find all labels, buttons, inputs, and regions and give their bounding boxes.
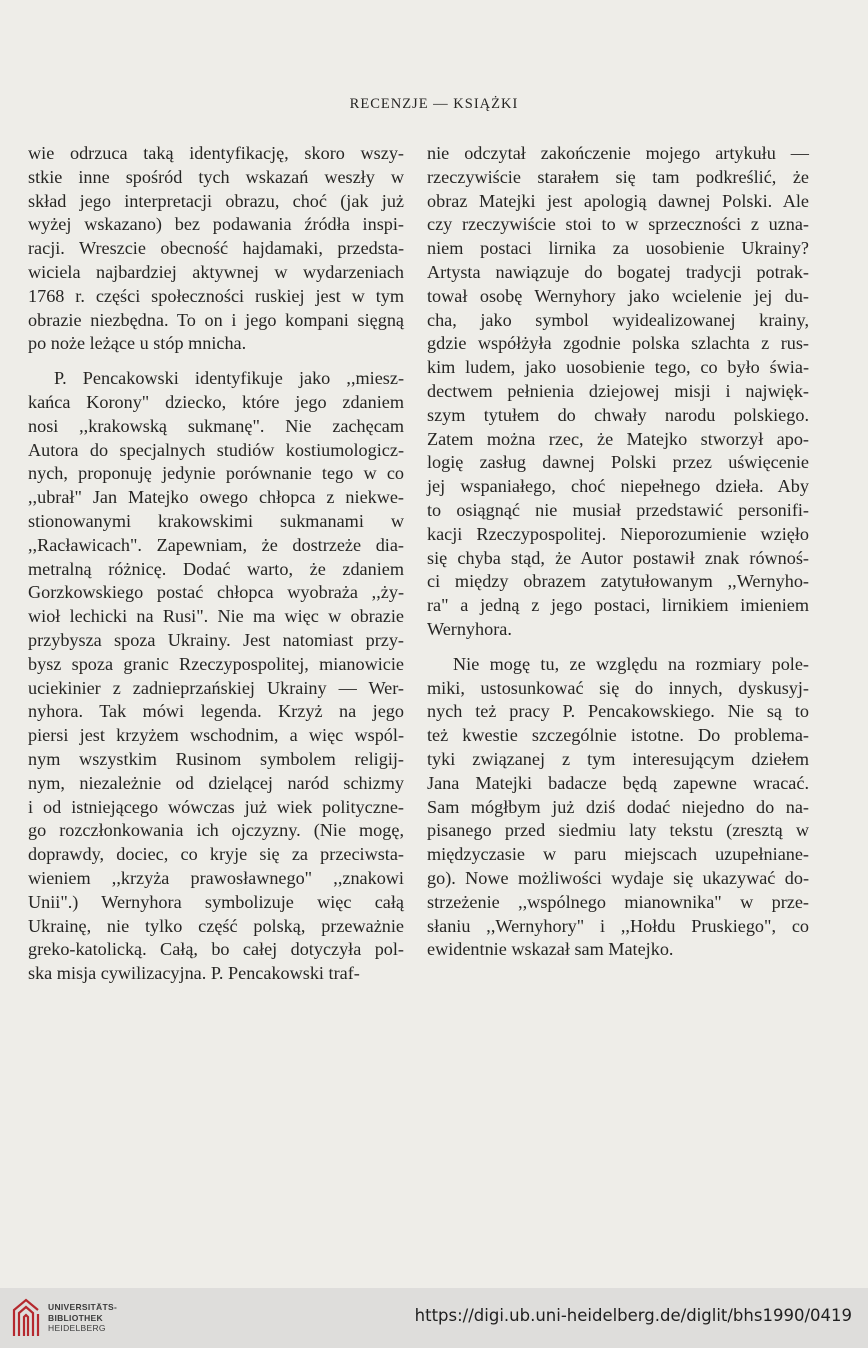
text-line: stionowanymi krakowskimi sukmanami w <box>28 510 404 531</box>
paragraph-gap <box>427 642 809 653</box>
text-line: ewidentnie wskazał sam Matejko. <box>427 939 674 960</box>
text-line: nym, niezależnie od dzielącej naród schizmy <box>28 772 404 793</box>
text-line: Unii".) Wernyhora symbolizuje więc całą <box>28 891 404 912</box>
text-line: Jana Matejki badacze będą zapewne wracać. <box>427 772 809 793</box>
text-line: międzyczasie w paru miejscach uzupełniane- <box>427 844 809 865</box>
text-line: ci między obrazem zatytułowanym ,,Wernyho- <box>427 571 809 592</box>
text-line: czy rzeczywiście stoi to w sprzeczności z uzna- <box>427 214 809 235</box>
paragraph <box>427 653 809 962</box>
text-line: wioł lechicki na Rusi". Nie ma więc w obrazie <box>28 606 404 627</box>
text-line: dectwem pełnienia dziejowej misji i najwięk- <box>427 380 809 401</box>
text-line: P. Pencakowski identyfikuje jako ,,miesz- <box>54 368 404 389</box>
text-line: i od istniejącego wówczas już wiek polityczne- <box>28 796 404 817</box>
text-line: go). Nowe możliwości wydaje się ukazywać do- <box>427 867 809 888</box>
text-line: nosi ,,krakowską sukmanę". Nie zachęcam <box>28 415 404 436</box>
text-line: pisanego przed siedmiu laty tekstu (zresztą w <box>427 820 809 841</box>
permalink-url[interactable]: https://digi.ub.uni-heidelberg.de/diglit/bhs1990/0419 <box>414 1306 852 1325</box>
text-line: słaniu ,,Wernyhory" i ,,Hołdu Pruskiego", co <box>427 915 809 936</box>
library-logo-text <box>48 1302 117 1334</box>
running-head: RECENZJE — KSIĄŻKI <box>349 96 519 112</box>
text-line: Wernyhora. <box>427 618 512 639</box>
text-line: tował osobę Wernyhory jako wcielenie jej du- <box>427 285 809 306</box>
text-line: wyżej wskazano) bez podawania źródła inspi- <box>28 214 404 235</box>
text-line: 1768 r. części społeczności ruskiej jest w tym <box>28 285 404 306</box>
text-line: racji. Wreszcie obecność hajdamaki, przedsta- <box>28 238 404 259</box>
library-logo[interactable] <box>10 1296 117 1340</box>
text-line: nych też pracy P. Pencakowskiego. Nie są to <box>427 701 809 722</box>
text-line: gdzie współżyła zgodnie polska szlachta z rus- <box>427 333 809 354</box>
text-line: obrazie niezbędna. To on i jego kompani sięgną <box>28 309 404 330</box>
text-line: kacji Rzeczypospolitej. Nieporozumienie wzięło <box>427 523 809 544</box>
text-line: Autora do specjalnych studiów kostiumologicz- <box>28 439 404 460</box>
right-column <box>427 142 809 962</box>
logo-line-1: UNIVERSITÄTS- <box>48 1302 118 1313</box>
text-line: kańca Korony" dziecko, które jego zdaniem <box>28 391 404 412</box>
logo-line-3: HEIDELBERG <box>48 1323 106 1334</box>
text-line: wieniem ,,krzyża prawosławnego" ,,znakowi <box>28 867 404 888</box>
text-line: Sam mógłbym już dziś dodać niejedno do na- <box>427 796 809 817</box>
text-line: tyki związanej z tym interesującym dziełem <box>427 748 809 769</box>
paragraph-gap <box>28 356 404 367</box>
text-line: wiciela najbardziej aktywnej w wydarzeniach <box>28 261 404 282</box>
paragraph <box>427 142 809 642</box>
text-line: ,,ubrał" Jan Matejko owego chłopca z niekwe- <box>28 487 404 508</box>
footer-bar <box>0 1288 868 1348</box>
text-line: skład jego interpretacji obrazu, choć (jak już <box>28 190 404 211</box>
text-line: metralną różnicę. Dodać warto, że zdaniem <box>28 558 404 579</box>
text-line: Gorzkowskiego postać chłopca wyobraża ,,ży- <box>28 582 404 603</box>
text-line: wie odrzuca taką identyfikację, skoro wszy- <box>28 143 404 163</box>
text-line: Nie mogę tu, ze względu na rozmiary pole- <box>453 653 809 674</box>
text-line: po noże leżące u stóp mnicha. <box>28 333 247 354</box>
text-line: strzeżenie ,,wspólnego mianownika" w prze- <box>427 891 809 912</box>
text-line: Artysta nawiązuje do bogatej tradycji potrak- <box>427 261 809 282</box>
text-line: to osiągnąć nie musiał przedstawić personifi- <box>427 499 809 520</box>
text-line: Zatem można rzec, że Matejko stworzył apo- <box>427 428 809 449</box>
logo-line-2: BIBLIOTHEK <box>48 1312 103 1323</box>
text-line: też kwestie szczególnie istotne. Do problema- <box>427 725 809 746</box>
text-line: uciekinier z zadnieprzańskiej Ukrainy — Wer- <box>28 677 404 698</box>
text-line: miki, ustosunkować się do innych, dyskusyj- <box>427 677 809 698</box>
text-line: się chyba stąd, że Autor postawił znak równoś- <box>427 547 809 568</box>
left-column <box>28 142 404 986</box>
text-line: nie odczytał zakończenie mojego artykułu — <box>427 143 809 163</box>
paragraph <box>28 142 404 356</box>
text-line: bysz spoza granic Rzeczypospolitej, mianowicie <box>28 653 404 674</box>
text-line: go rozczłonkowania ich ojczyzny. (Nie mogę, <box>28 820 404 841</box>
text-line: nyhora. Tak mówi legenda. Krzyż na jego <box>28 701 404 722</box>
text-line: ska misja cywilizacyjna. P. Pencakowski traf- <box>28 963 360 984</box>
text-line: piersi jest krzyżem wschodnim, a więc wspól- <box>28 725 404 746</box>
text-line: cha, jako symbol wyidealizowanej krainy, <box>427 309 809 330</box>
text-line: przybysza spoza Ukrainy. Jest natomiast przy- <box>28 629 404 650</box>
paragraph <box>28 367 404 986</box>
text-line: nym wszystkim Rusinom symbolem religij- <box>28 748 404 769</box>
text-line: ra" a jedną z jego postaci, lirnikiem imieniem <box>427 595 809 616</box>
text-line: niem postaci lirnika za uosobienie Ukrainy? <box>427 238 809 259</box>
library-logo-icon <box>10 1296 42 1340</box>
text-line: jej wspaniałego, choć niepełnego dzieła. Aby <box>427 476 809 497</box>
text-line: greko-katolicką. Całą, bo całej dotyczyła pol- <box>28 939 404 960</box>
text-line: Ukrainę, nie tylko część polską, przeważnie <box>28 915 404 936</box>
text-line: logię zasług dawnej Polski przez uświęcenie <box>427 452 809 473</box>
text-line: rzeczywiście starałem się tam podkreślić, że <box>427 166 809 187</box>
text-line: ,,Racławicach". Zapewniam, że dostrzeże dia- <box>28 534 404 555</box>
text-line: doprawdy, dociec, co kryje się za przeciwsta- <box>28 844 404 865</box>
text-line: szym tytułem do chwały narodu polskiego. <box>427 404 809 425</box>
text-line: obraz Matejki jest apologią dawnej Polski. Ale <box>427 190 809 211</box>
text-line: nych, proponuję jedynie porównanie tego w co <box>28 463 404 484</box>
text-line: stkie inne spośród tych wskazań weszły w <box>28 166 404 187</box>
text-line: kim ludem, jako uosobienie tego, co było świa- <box>427 357 809 378</box>
